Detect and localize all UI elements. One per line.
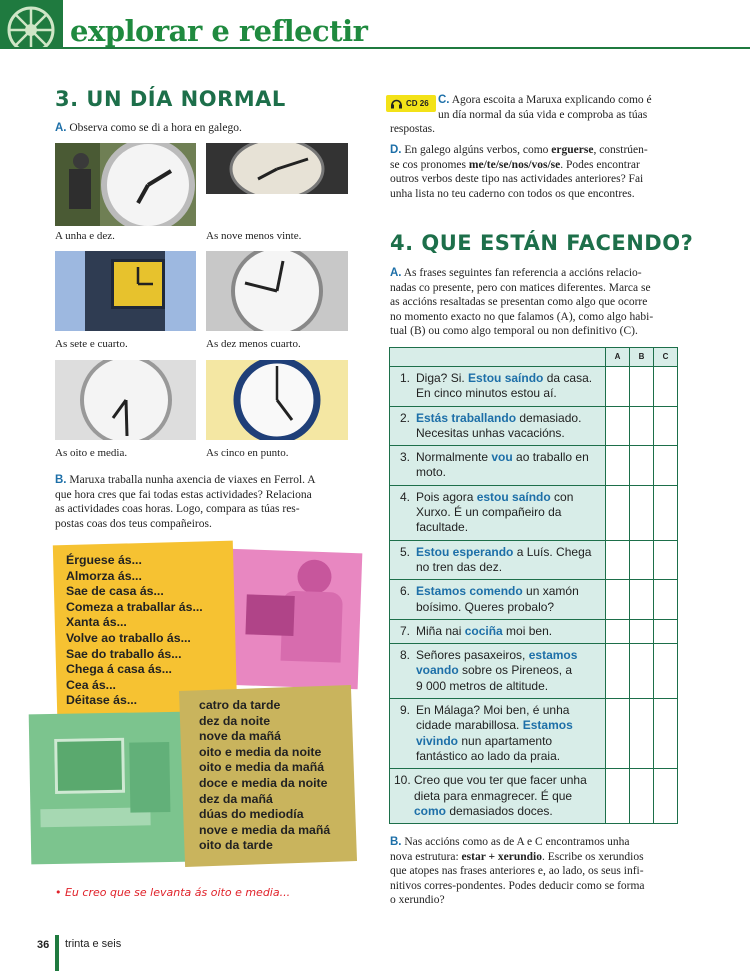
page-number: 36 xyxy=(37,939,50,951)
checkbox-cell[interactable] xyxy=(630,540,654,580)
checkbox-cell[interactable] xyxy=(606,769,630,824)
column-header-a: A xyxy=(606,348,630,367)
activity-item: Comeza a traballar ás... xyxy=(66,599,203,614)
activity-item: Xanta ás... xyxy=(66,615,127,630)
caption-6: As cinco en punto. xyxy=(206,447,289,459)
activity-item: Volve ao traballo ás... xyxy=(66,630,191,645)
time-item: doce e media da noite xyxy=(199,775,328,790)
checkbox-cell[interactable] xyxy=(606,446,630,486)
checkbox-cell[interactable] xyxy=(654,446,678,486)
checkbox-cell[interactable] xyxy=(606,580,630,620)
activity-item: Chega á casa ás... xyxy=(66,662,172,677)
table-row: 1. Diga? Si. Estou saíndo da casa. En cinco minutos estou aí. xyxy=(390,367,678,407)
checkbox-cell[interactable] xyxy=(606,540,630,580)
checkbox-cell[interactable] xyxy=(630,580,654,620)
caption-3: As sete e cuarto. xyxy=(55,338,128,350)
section3-b-text: B. Maruxa traballa nunha axencia de viaxes en Ferrol. A que hora cres que fai todas estas actividades? Relaciona as actividades coas horas. Logo, compara as túas res- postas coas dos teus compañeiros. xyxy=(55,474,316,530)
checkbox-cell[interactable] xyxy=(654,485,678,540)
checkbox-cell[interactable] xyxy=(630,699,654,769)
times-list xyxy=(199,698,330,854)
section3-c-text: C. Agora escoita a Maruxa explicando como é un día normal da súa vida e comproba as túas respostas. xyxy=(390,94,652,135)
classification-table xyxy=(389,347,678,824)
section3-title: 3. UN DÍA NORMAL xyxy=(55,87,286,111)
caption-5: As oito e media. xyxy=(55,447,128,459)
table-row: 9. En Málaga? Moi ben, é unha cidade marabillosa. Estamos vivindo nun apartamento fantástico ao lado da praia. xyxy=(390,699,678,769)
time-item: oito e media da mañá xyxy=(199,760,325,775)
checkbox-cell[interactable] xyxy=(630,446,654,486)
checkbox-cell[interactable] xyxy=(630,769,654,824)
checkbox-cell[interactable] xyxy=(654,769,678,824)
activity-item: Cea ás... xyxy=(66,677,116,692)
table-row: 4. Pois agora estou saíndo con Xurxo. É un compañeiro da facultade. xyxy=(390,485,678,540)
table-row: 6. Estamos comendo un xamón boísimo. Queres probalo? xyxy=(390,580,678,620)
time-item: nove da mañá xyxy=(199,729,282,744)
page-header-title: explorar e reflectir xyxy=(70,14,368,48)
page-number-words: trinta e seis xyxy=(65,938,122,950)
time-item: dez da mañá xyxy=(199,791,273,806)
photo-office-computer xyxy=(29,712,192,865)
section4-a-text: A. As frases seguintes fan referencia a accións relacio- nadas co presente, pero con matices diferentes. Marca se as accións resaltadas se presentan como algo que ocorre no momento exacto no que falamos (A), como algo habi- tual (B) ou como algo temporal ou non definitivo (C). xyxy=(390,267,654,337)
checkbox-cell[interactable] xyxy=(606,699,630,769)
checkbox-cell[interactable] xyxy=(630,367,654,407)
checkbox-cell[interactable] xyxy=(654,367,678,407)
checkbox-cell[interactable] xyxy=(630,619,654,643)
activities-list xyxy=(66,553,203,709)
clock-photo-4 xyxy=(206,251,348,331)
section4-b-text: B. Nas accións como as de A e C encontramos unha nova estrutura: estar + xerundio. Escribe os xerundios que atopes nas frases anteriores e, ao lado, os seus infi- nitivos corres-pondentes. Podes deducir como se forma o xerundio? xyxy=(390,836,645,906)
activity-item: Déitase ás... xyxy=(66,693,138,708)
checkbox-cell[interactable] xyxy=(630,406,654,446)
clock-photo-6 xyxy=(206,360,348,440)
column-header-c: C xyxy=(654,348,678,367)
section4-title: 4. QUE ESTÁN FACENDO? xyxy=(390,231,694,255)
activity-item: Sae do traballo ás... xyxy=(66,646,182,661)
clock-photo-1 xyxy=(55,143,196,226)
table-row: 5. Estou esperando a Luís. Chega no tren das dez. xyxy=(390,540,678,580)
checkbox-cell[interactable] xyxy=(606,644,630,699)
activity-item: Sae de casa ás... xyxy=(66,584,164,599)
caption-2: As nove menos vinte. xyxy=(206,230,302,242)
section3-a-text: A. Observa como se di a hora en galego. xyxy=(55,122,242,134)
cd-track-badge: CD 26 xyxy=(386,95,436,112)
time-item: dúas do mediodía xyxy=(199,807,304,822)
checkbox-cell[interactable] xyxy=(606,406,630,446)
checkbox-cell[interactable] xyxy=(606,367,630,407)
checkbox-cell[interactable] xyxy=(654,619,678,643)
activity-item: Érguese ás... xyxy=(66,553,142,567)
table-row: 8. Señores pasaxeiros, estamos voando sobre os Pireneos, a 9 000 metros de altitude. xyxy=(390,644,678,699)
checkbox-cell[interactable] xyxy=(654,644,678,699)
footer-bar xyxy=(55,935,59,971)
clock-photo-3 xyxy=(55,251,196,331)
clock-photo-5 xyxy=(55,360,196,440)
table-row: 7. Miña nai cociña moi ben. xyxy=(390,619,678,643)
series-logo xyxy=(0,0,63,48)
time-item: oito da tarde xyxy=(199,838,273,853)
label-a: A. xyxy=(55,122,67,134)
table-row: 3. Normalmente vou ao traballo en moto. xyxy=(390,446,678,486)
table-header-row xyxy=(390,348,678,367)
time-item: oito e media da noite xyxy=(199,744,322,759)
time-item: catro da tarde xyxy=(199,698,281,712)
caption-1: A unha e dez. xyxy=(55,230,115,242)
time-item: dez da noite xyxy=(199,713,271,728)
photo-woman-packing xyxy=(224,549,363,690)
activity-item: Almorza ás... xyxy=(66,568,142,583)
caption-4: As dez menos cuarto. xyxy=(206,338,301,350)
checkbox-cell[interactable] xyxy=(606,619,630,643)
checkbox-cell[interactable] xyxy=(630,485,654,540)
section3-d-text: D. En galego algúns verbos, como erguerse, constrúen- se cos pronomes me/te/se/nos/vos/se. Podes encontrar outros verbos deste tipo nas actividades anteriores? Fai unha lista no teu caderno con todos os que encontres. xyxy=(390,144,648,200)
example-sentence: • Eu creo que se levanta ás oito e media... xyxy=(55,886,291,899)
checkbox-cell[interactable] xyxy=(654,580,678,620)
checkbox-cell[interactable] xyxy=(654,699,678,769)
checkbox-cell[interactable] xyxy=(606,485,630,540)
table-row: 10. Creo que vou ter que facer unha dieta para enmagrecer. É que como demasiados doces. xyxy=(390,769,678,824)
checkbox-cell[interactable] xyxy=(654,406,678,446)
checkbox-cell[interactable] xyxy=(654,540,678,580)
table-row: 2. Estás traballando demasiado. Necesitas unhas vacacións. xyxy=(390,406,678,446)
checkbox-cell[interactable] xyxy=(630,644,654,699)
column-header-b: B xyxy=(630,348,654,367)
clock-photo-2 xyxy=(206,143,348,194)
time-item: nove e media da mañá xyxy=(199,822,331,837)
